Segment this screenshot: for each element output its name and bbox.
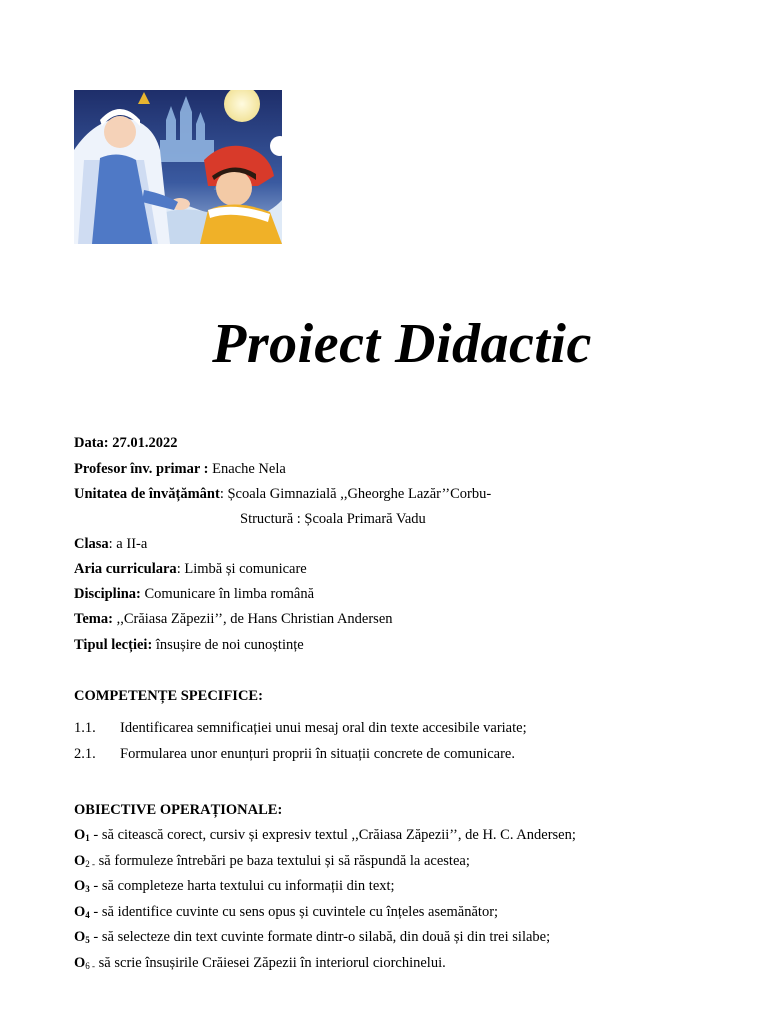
obiectiv-label: O <box>74 955 86 971</box>
field-disciplina-value: Comunicare în limba română <box>140 586 315 602</box>
field-aria-value: : Limbă și comunicare <box>176 561 307 577</box>
obiectiv-text: - să selecteze din text cuvinte formate dintr-o silabă, din două și din trei silabe; <box>89 929 551 945</box>
competenta-text: Formularea unor enunțuri proprii în situații concrete de comunicare. <box>120 746 515 762</box>
obiectiv-item <box>74 928 550 946</box>
snow-queen-illustration <box>74 90 282 244</box>
obiectiv-item <box>74 826 576 844</box>
obiectiv-text: - să identifice cuvinte cu sens opus și cuvintele cu înțeles asemănător; <box>89 904 499 920</box>
obiectiv-item <box>74 903 498 921</box>
obiectiv-item <box>74 877 395 895</box>
field-tema-label: Tema: <box>74 611 113 627</box>
obiectiv-index: 3 <box>85 884 90 894</box>
field-unitatea-label: Unitatea de învățământ <box>74 486 220 502</box>
field-tipul-value: însușire de noi cunoștințe <box>152 637 304 653</box>
page-title: Proiect Didactic <box>212 313 592 375</box>
field-unitatea-value: : Școala Gimnazială ,,Gheorghe Lazăr’’Corbu- <box>219 486 492 502</box>
field-clasa-value: : a II-a <box>108 536 148 552</box>
field-profesor-label: Profesor înv. primar : <box>74 461 213 477</box>
field-profesor <box>74 460 286 478</box>
competenta-text: Identificarea semnificației unui mesaj oral din texte accesibile variate; <box>120 720 527 736</box>
field-data: Data: 27.01.2022 <box>74 435 178 451</box>
competente-heading: COMPETENȚE SPECIFICE: <box>74 688 263 704</box>
obiectiv-label: O <box>74 827 86 843</box>
field-aria-label: Aria curriculara <box>74 561 177 577</box>
snow-queen-illustration-svg <box>74 90 282 244</box>
field-disciplina <box>74 585 314 603</box>
obiectiv-text: să scrie însușirile Crăiesei Zăpezii în interiorul ciorchinelui. <box>95 955 446 971</box>
field-tema <box>74 610 393 628</box>
obiectiv-index: 4 <box>85 910 90 920</box>
competenta-number: 1.1. <box>74 720 96 736</box>
field-profesor-value: Enache Nela <box>212 461 286 477</box>
obiectiv-text: să formuleze întrebări pe baza textului și să răspundă la acestea; <box>95 853 470 869</box>
obiectiv-index: 6 - <box>85 961 96 971</box>
field-clasa-label: Clasa <box>74 536 109 552</box>
obiectiv-label: O <box>74 904 86 920</box>
obiective-heading: OBIECTIVE OPERAȚIONALE: <box>74 802 283 818</box>
obiectiv-index: 2 - <box>85 859 96 869</box>
field-structura: Structură : Școala Primară Vadu <box>240 511 426 527</box>
field-unitatea <box>74 485 491 503</box>
field-aria <box>74 560 307 578</box>
obiectiv-label: O <box>74 929 86 945</box>
competenta-number: 2.1. <box>74 746 96 762</box>
obiectiv-item <box>74 954 446 972</box>
obiectiv-text: - să citească corect, cursiv și expresiv textul ,,Crăiasa Zăpezii’’, de H. C. Andersen; <box>89 827 576 843</box>
obiectiv-label: O <box>74 878 86 894</box>
competenta-item <box>74 719 527 737</box>
obiectiv-text: - să completeze harta textului cu informații din text; <box>89 878 395 894</box>
field-clasa <box>74 535 147 553</box>
obiectiv-label: O <box>74 853 86 869</box>
competenta-item <box>74 745 515 763</box>
field-tema-value: ,,Crăiasa Zăpezii’’, de Hans Christian Andersen <box>112 611 393 627</box>
obiectiv-item <box>74 852 470 870</box>
obiectiv-index: 5 <box>85 935 90 945</box>
obiectiv-index: 1 <box>85 833 90 843</box>
field-tipul-label: Tipul lecției: <box>74 637 153 653</box>
field-disciplina-label: Disciplina: <box>74 586 141 602</box>
field-tipul <box>74 636 304 654</box>
